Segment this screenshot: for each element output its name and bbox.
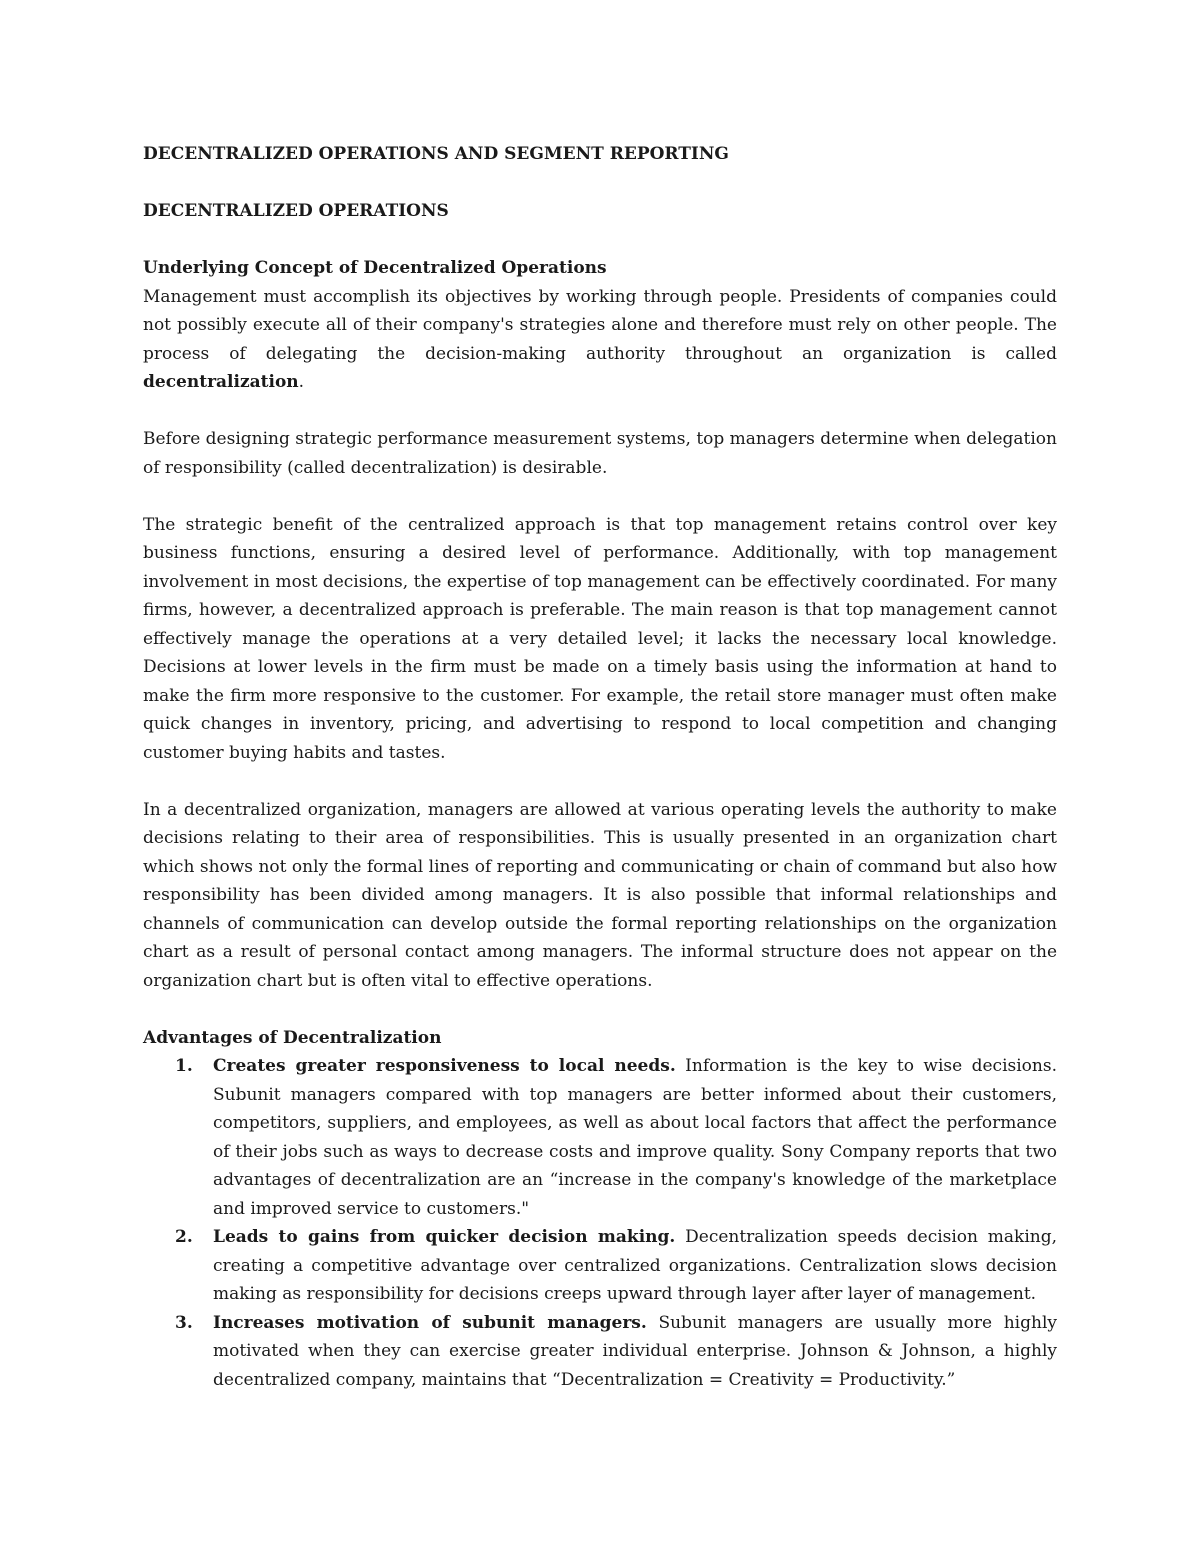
advantages-list bbox=[143, 1052, 1057, 1394]
list-item-text: Subunit managers are usually more highly motivated when they can exercise greater individual enterprise. Johnson & Johnson, a highly decentralized company, maintains that “Decentralization = Creativity = Productivity.” bbox=[213, 1312, 1057, 1390]
document-title: DECENTRALIZED OPERATIONS AND SEGMENT REPORTING bbox=[143, 144, 729, 164]
list-item bbox=[143, 1223, 1057, 1309]
paragraph-text: Management must accomplish its objectives by working through people. Presidents of companies could not possibly execute all of their company's strategies alone and therefore must rely on other people. The process of delegating the decision-making authority throughout an organization is called bbox=[143, 286, 1057, 364]
section-heading-underlying-concept: Underlying Concept of Decentralized Operations bbox=[143, 258, 607, 278]
list-item-number: 3. bbox=[175, 1312, 193, 1333]
document-page bbox=[143, 140, 1057, 1394]
list-item-text: Decentralization speeds decision making, creating a competitive advantage over centralized organizations. Centralization slows decision making as responsibility for decisions creeps upward through layer after layer of management. bbox=[213, 1227, 1057, 1304]
paragraph-before-designing: Before designing strategic performance measurement systems, top managers determine when delegation of responsibility (called decentralization) is desirable. bbox=[143, 429, 1057, 478]
list-item-title: Leads to gains from quicker decision making. bbox=[213, 1227, 676, 1247]
list-item-number: 2. bbox=[175, 1227, 193, 1247]
list-item bbox=[143, 1052, 1057, 1223]
bold-term-decentralization: decentralization bbox=[143, 372, 299, 392]
paragraph-decentralized-organization: In a decentralized organization, managers are allowed at various operating levels the authority to make decisions relating to their area of responsibilities. This is usually presented in an organization chart which shows not only the formal lines of reporting and communicating or chain of command but also how responsibility has been divided among managers. It is also possible that informal relationships and channels of communication can develop outside the formal reporting relationships on the organization chart as a result of personal contact among managers. The informal structure does not appear on the organization chart but is often vital to effective operations. bbox=[143, 799, 1057, 991]
list-item-number: 1. bbox=[175, 1056, 193, 1076]
section-heading-advantages: Advantages of Decentralization bbox=[143, 1027, 442, 1048]
list-item-title: Increases motivation of subunit managers. bbox=[213, 1312, 647, 1333]
document-subtitle: DECENTRALIZED OPERATIONS bbox=[143, 201, 449, 221]
paragraph-strategic-benefit: The strategic benefit of the centralized approach is that top management retains control over key business functions, ensuring a desired level of performance. Additionally, with top management involvement in most decisions, the expertise of top management can be effectively coordinated. For many firms, however, a decentralized approach is preferable. The main reason is that top management cannot effectively manage the operations at a very detailed level; it lacks the necessary local knowledge. Decisions at lower levels in the firm must be made on a timely basis using the information at hand to make the firm more responsive to the customer. For example, the retail store manager must often make quick changes in inventory, pricing, and advertising to respond to local competition and changing customer buying habits and tastes. bbox=[143, 514, 1057, 763]
paragraph-management bbox=[143, 283, 1057, 397]
list-item bbox=[143, 1309, 1057, 1395]
paragraph-period: . bbox=[298, 372, 305, 392]
list-item-text: Information is the key to wise decisions. Subunit managers compared with top managers are better informed about their customers, competitors, suppliers, and employees, as well as about local factors that affect the performance of their jobs such as ways to decrease costs and improve quality. Sony Company reports that two advantages of decentralization are an “increase in the company's knowledge of the marketplace and improved service to customers." bbox=[213, 1056, 1057, 1219]
list-item-title: Creates greater responsiveness to local needs. bbox=[213, 1056, 676, 1076]
